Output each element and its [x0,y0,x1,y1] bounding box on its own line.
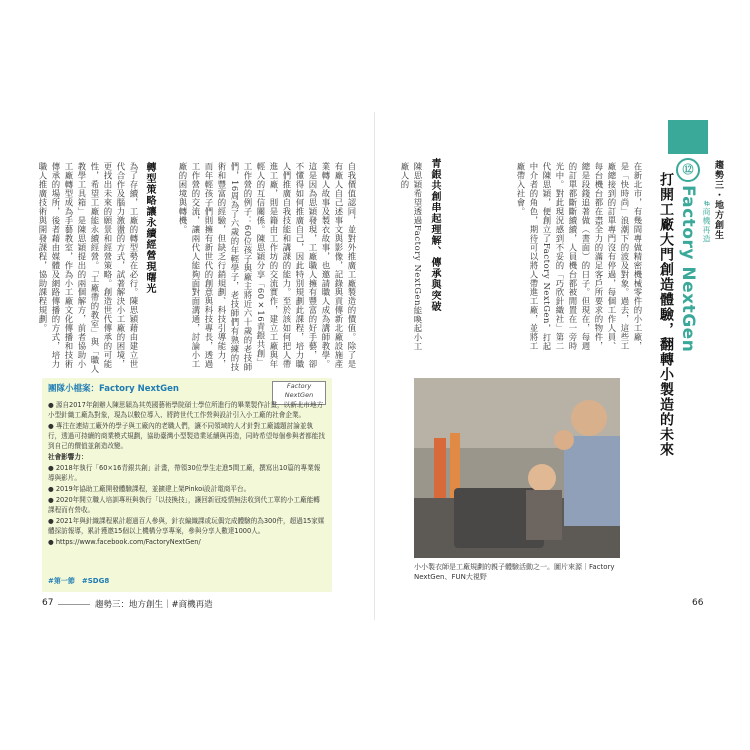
article-title: Factory NextGen [678,185,698,353]
profile-item: ● 源自2017年創辦人陳思穎為其英國藝術學院碩士學位所進行的畢業製作計畫，以新北市地方小型針織工廠為對象，現為以數位導入、將跨世代工作營與設計引入小工廠的社會企業。 [48,401,324,419]
impact-item: ● 2021年與針織課程累計超過百人參與，針衣編織課或玩偶完成體驗的為300件，超過15家媒體採訪報導，累計獲邀15個以上機構分享專案，參與分享人數達1000人。 [48,517,325,535]
team-profile-title: 團隊小檔案：Factory NextGen [48,384,179,394]
footer-rule [58,604,90,605]
facebook-link[interactable]: ● https://www.facebook.com/FactoryNextGen/ [48,538,201,546]
right-section-heading: 青銀共創串起理解、傳承與突破 [429,158,440,312]
workshop-photo [414,378,620,558]
page-number-left: 67 [42,598,54,608]
impact-item: ● 2019年協助工廠開發體驗課程，並擴建上架Pinkoi設計電商平台。 [48,485,251,493]
chapter-tag: #商機再造 [702,200,711,244]
impact-item: ● 2020年開立職人培訓專班與執行「以技換技」，讓回新冠疫情無法收到代工單的小工廠能轉課程而有營收。 [48,496,320,514]
page-gutter [374,112,375,620]
article-subtitle: 打開工廠大門創造體驗，翻轉小製造的未來 [658,172,674,457]
right-body-text-2: 陳思穎希望透過Factory NextGen能喚起小工廠人的 [400,162,423,352]
left-section-heading: 轉型策略讓永續經營現曙光 [144,162,155,294]
photo-illustration [414,378,620,558]
left-body-text-2: 為了存續，工廠的轉型勢在必行。陳思穎藉由建立世代合作及腦力激盪的方式，試著解決小工廠的困境，更找出未來的願景和經營策略。創造世代傳承的可能性，希望工廠能永續經營。「工廠帶的教室」與「職人教學工具箱」是陳思穎提出的兩個解方，前者協助小工廠轉型成為手藝教室，作為小工廠文化傳播和技術傳承的場所，後者藉由媒體及網路傳播的方式，培力職人推廣技術與開發課程，協助課程規劃。 [38,162,139,374]
photo-caption: 小小製衣師是工廠規劃的親子體驗活動之一。圖片來源｜Factory NextGen、FUN大視野 [414,563,615,581]
article-number-badge: ⑫ [676,158,700,182]
impact-item: ● 2018年執行「60×16青銀共創」計畫，帶領30位學生走進5間工廠，撰寫出10篇的專業報導與影片。 [48,464,321,482]
chapter-color-bar [668,120,708,154]
team-profile-box [42,378,332,592]
sdg-tags: #第一節 #SDG8 [48,577,110,585]
team-profile-list [48,400,326,548]
impact-heading: 社會影響力： [48,453,88,461]
factory-nextgen-logo: Factory NextGen [272,381,326,405]
page-number-right: 66 [692,598,704,608]
profile-item: ● 專注在連結工廠外的學子與工廠內的老職人們，讓不同領域的人才針對工廠議題討論並執行，透過可持續的商業模式規劃，協助臺灣小型製造業延續與再造，同時希望每個參與者都能找到自己的價值並創造改變。 [48,422,325,450]
left-body-text: 自我價值認同，並對外推廣工廠製造的價值。除了是有廠人自己述事文與影像，記錄與貢傳新北廠設施產業轉人故事及製衣故事，也邀請職人成為講師教學。這是因為思穎發現，工廠職人擁有豐富的好手藝，卻不懂得如何推廣自己，因此特別規劃此課程，培力職人們推廣自我技能和講課的能力。至於該如何把人帶進工廠，則是籍由工作坊的交流實作，建立工廠與年輕人的互信關係。陳思穎分享「60×16青銀共創」工作營的例子：60位孩子與廠主將近六十歲的老技師們，16周為了六歲的年輕學子，老技師們有熟練的技術和豐富的經驗，但缺乏行銷規劃、科技引導能力，而年輕孩子們則擁有新世代的創意與科技專長，透過工作營的交流，讓兩代人能夠面對面溝通，討論小工廠的困境與轉機。 [178,162,357,372]
running-footer: 趨勢三：地方創生｜#商機再造 [95,600,213,610]
right-body-text: 在新北市，有幾間專做精密機械零件的小工廠，是「快時尚」浪潮下的波及對象。過去，這些工廠總接到的訂單專門沒有停過，每個工作人員、每台機台都在盡全力的滿足客戶所要求的物件，總是段錢追著做（書面）的日子。但現在，每週的訂單都斷斷續續，人員機台都被閒置在一旁時光中。對此現況感到不妥的「巧欣針織社」第二代陳思穎，便創立了Factory NextGen，打起中介者的角色，期待可以將人帶進工廠，並將工廠帶入社會。 [516,162,643,352]
chapter-label: 趨勢三・地方創生 [713,160,723,240]
